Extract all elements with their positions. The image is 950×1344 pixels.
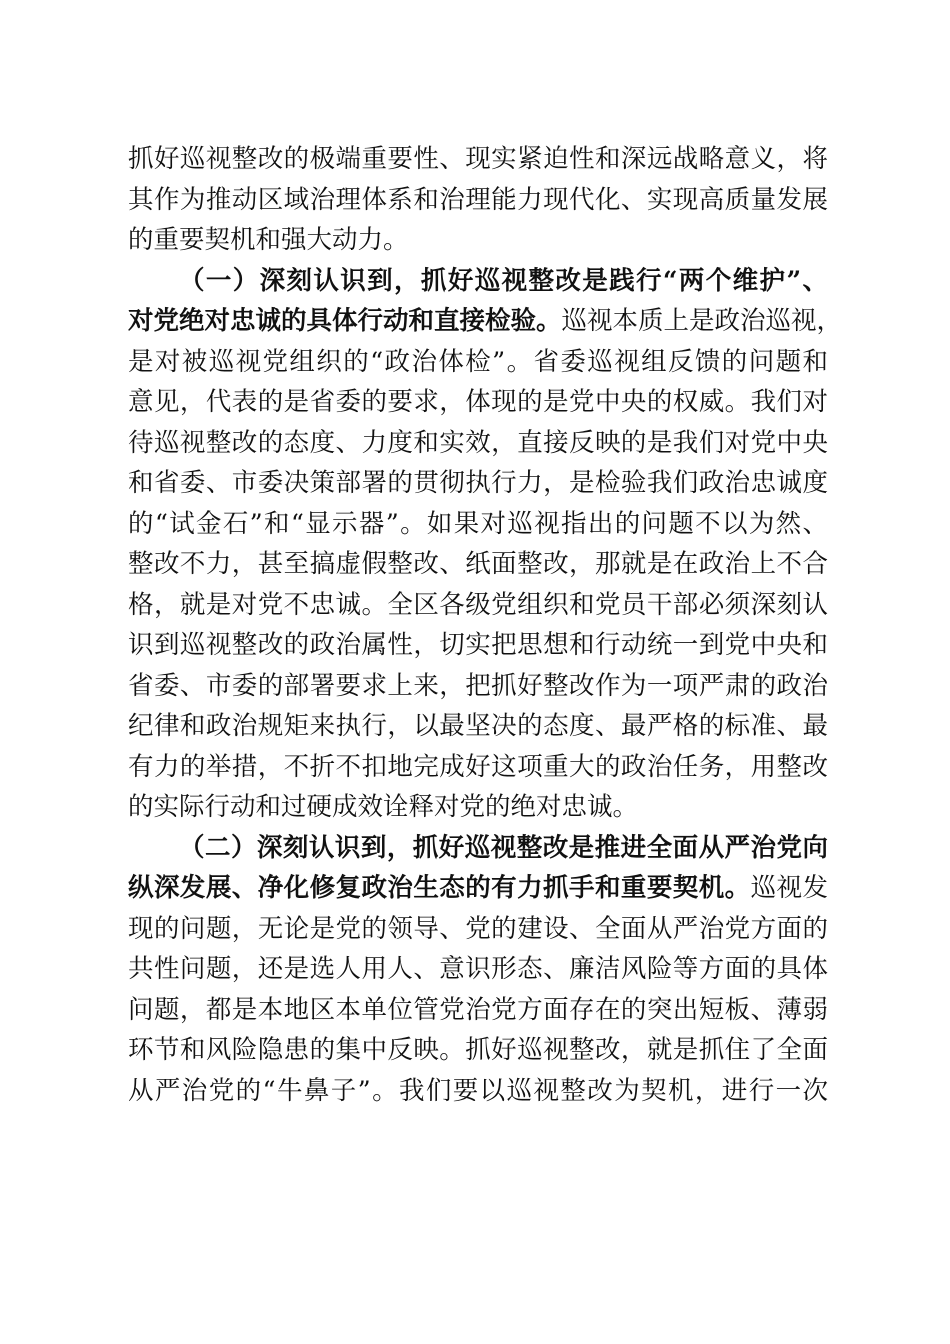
text-line	[128, 990, 828, 1031]
text-line	[128, 949, 828, 990]
text-run: 待巡视整改的态度、力度和实效，直接反映的是我们对党中央	[128, 427, 828, 458]
text-run: 的“试金石”和“显示器”。如果对巡视指出的问题不以为然、	[128, 508, 828, 539]
text-line	[128, 585, 828, 626]
text-line	[128, 1071, 828, 1112]
text-run: 现的问题，无论是党的领导、党的建设、全面从严治党方面的	[128, 913, 828, 944]
text-run: 抓好巡视整改的极端重要性、现实紧迫性和深远战略意义，将	[128, 144, 828, 174]
text-run: 从严治党的“牛鼻子”。我们要以巡视整改为契机，进行一次	[128, 1075, 828, 1106]
text-line	[128, 301, 843, 342]
text-run: 问题，都是本地区本单位管党治党方面存在的突出短板、薄弱	[128, 994, 828, 1025]
text-run: 省委、市委的部署要求上来，把抓好整改作为一项严肃的政治	[128, 670, 828, 701]
text-run: 共性问题，还是选人用人、意识形态、廉洁风险等方面的具体	[128, 954, 828, 984]
text-line	[128, 463, 828, 504]
text-run: 纪律和政治规矩来执行，以最坚决的态度、最严格的标准、最	[128, 711, 828, 741]
text-run: 其作为推动区域治理体系和治理能力现代化、实现高质量发展	[128, 184, 828, 215]
text-line	[128, 423, 828, 464]
text-line	[128, 544, 828, 585]
text-line	[128, 220, 828, 261]
text-run: 巡视发	[750, 873, 828, 903]
text-run: 的实际行动和过硬成效诠释对党的绝对忠诚。	[128, 792, 639, 822]
text-line	[128, 180, 828, 221]
text-line	[128, 382, 828, 423]
text-line	[128, 1030, 828, 1071]
text-run: 巡视本质上是政治巡视，	[561, 306, 843, 336]
text-line	[128, 747, 828, 788]
text-run: 的重要契机和强大动力。	[128, 225, 409, 255]
text-line	[128, 666, 828, 707]
text-run: 整改不力，甚至搞虚假整改、纸面整改，那就是在政治上不合	[128, 549, 828, 579]
text-run: 识到巡视整改的政治属性，切实把思想和行动统一到党中央和	[128, 630, 828, 660]
text-run: 有力的举措，不折不扣地完成好这项重大的政治任务，用整改	[128, 751, 828, 782]
bold-text-run: （二）深刻认识到，抓好巡视整改是推进全面从严治党向	[179, 832, 828, 863]
text-line	[128, 706, 828, 747]
text-line	[128, 139, 828, 180]
text-line	[128, 504, 828, 545]
text-line	[128, 868, 828, 909]
body-text	[128, 139, 843, 1111]
paragraph-heading-line	[128, 828, 828, 869]
bold-text-run: （一）深刻认识到，抓好巡视整改是践行“两个维护”、	[179, 265, 828, 296]
text-line	[128, 342, 828, 383]
text-line	[128, 787, 828, 828]
text-run: 格，就是对党不忠诚。全区各级党组织和党员干部必须深刻认	[128, 589, 828, 620]
text-run: 和省委、市委决策部署的贯彻执行力，是检验我们政治忠诚度	[128, 468, 828, 498]
text-run: 环节和风险隐患的集中反映。抓好巡视整改，就是抓住了全面	[128, 1035, 828, 1065]
text-line	[128, 909, 828, 950]
bold-text-run: 对党绝对忠诚的具体行动和直接检验。	[128, 306, 562, 336]
paragraph-heading-line	[128, 261, 828, 302]
text-run: 意见，代表的是省委的要求，体现的是党中央的权威。我们对	[128, 387, 828, 417]
text-run: 是对被巡视党组织的“政治体检”。省委巡视组反馈的问题和	[128, 346, 828, 377]
text-line	[128, 625, 828, 666]
bold-text-run: 纵深发展、净化修复政治生态的有力抓手和重要契机。	[128, 873, 751, 903]
